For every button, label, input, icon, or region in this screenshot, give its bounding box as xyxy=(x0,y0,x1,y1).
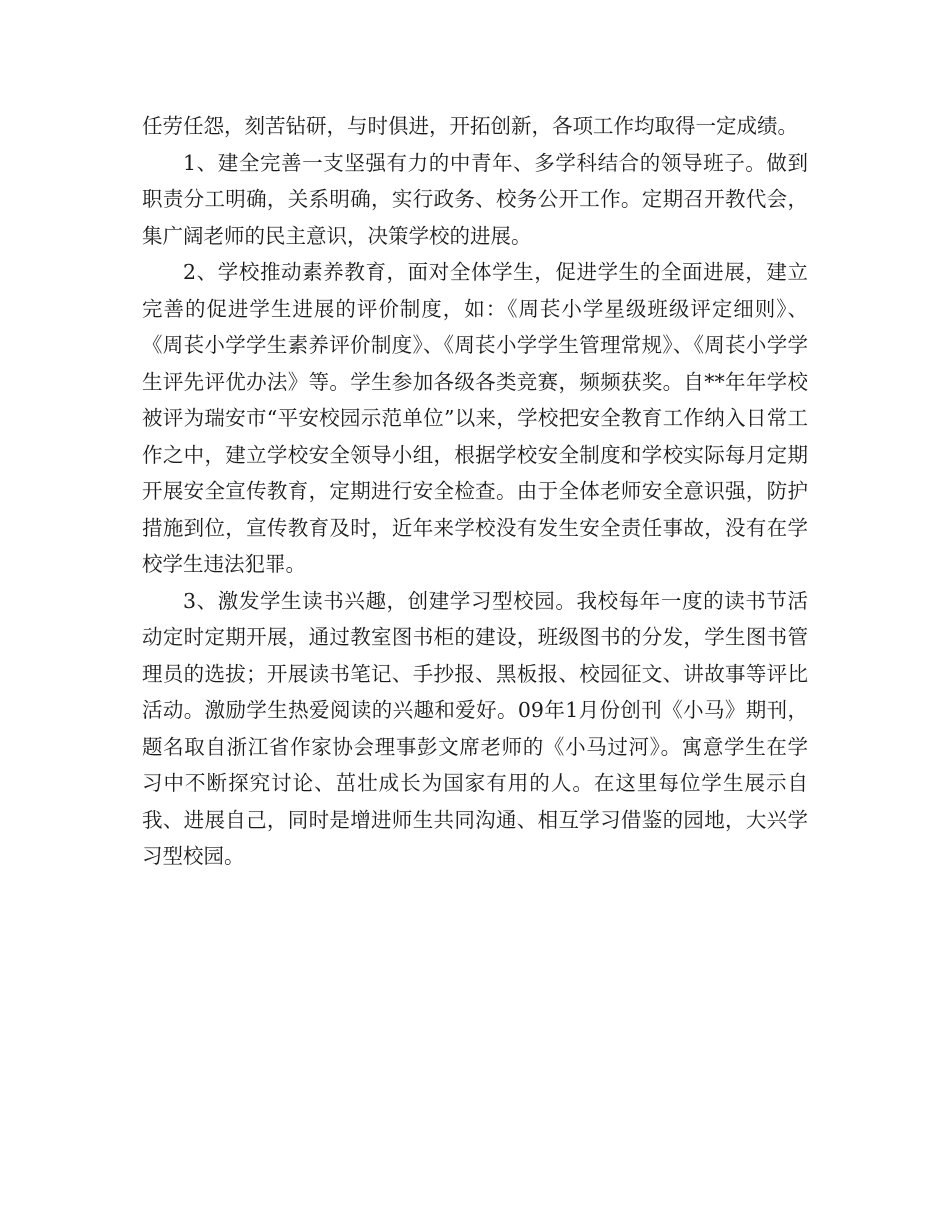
document-body xyxy=(142,108,808,875)
paragraph-item-2: 2、学校推动素养教育，面对全体学生，促进学生的全面进展，建立完善的促进学生进展的评价制度，如：《周苌小学星级班级评定细则》、《周苌小学学生素养评价制度》、《周苌小学学生管理常规》、《周苌小学学生评先评优办法》等。学生参加各级各类竞赛，频频获奖。自**年年学校被评为瑞安市“平安校园示范单位”以来，学校把安全教育工作纳入日常工作之中，建立学校安全领导小组，根据学校安全制度和学校实际每月定期开展安全宣传教育，定期进行安全检查。由于全体老师安全意识强，防护措施到位，宣传教育及时，近年来学校没有发生安全责任事故，没有在学校学生违法犯罪。 xyxy=(142,260,808,576)
paragraph-item-1: 1、建全完善一支坚强有力的中青年、多学科结合的领导班子。做到职责分工明确，关系明确，实行政务、校务公开工作。定期召开教代会，集广阔老师的民主意识，决策学校的进展。 xyxy=(142,150,808,248)
paragraph-item-3: 3、激发学生读书兴趣，创建学习型校园。我校每年一度的读书节活动定时定期开展，通过教室图书柜的建设，班级图书的分发，学生图书管理员的选拔；开展读书笔记、手抄报、黑板报、校园征文、讲故事等评比活动。激励学生热爱阅读的兴趣和爱好。09年1月份创刊《小马》期刊，题名取自浙江省作家协会理事彭文席老师的《小马过河》。寓意学生在学习中不断探究讨论、茁壮成长为国家有用的人。在这里每位学生展示自我、进展自己，同时是增进师生共同沟通、相互学习借鉴的园地，大兴学习型校园。 xyxy=(142,588,808,868)
paragraph-continuation: 任劳任怨，刻苦钻研，与时俱进，开拓创新，各项工作均取得一定成绩。 xyxy=(142,114,798,138)
